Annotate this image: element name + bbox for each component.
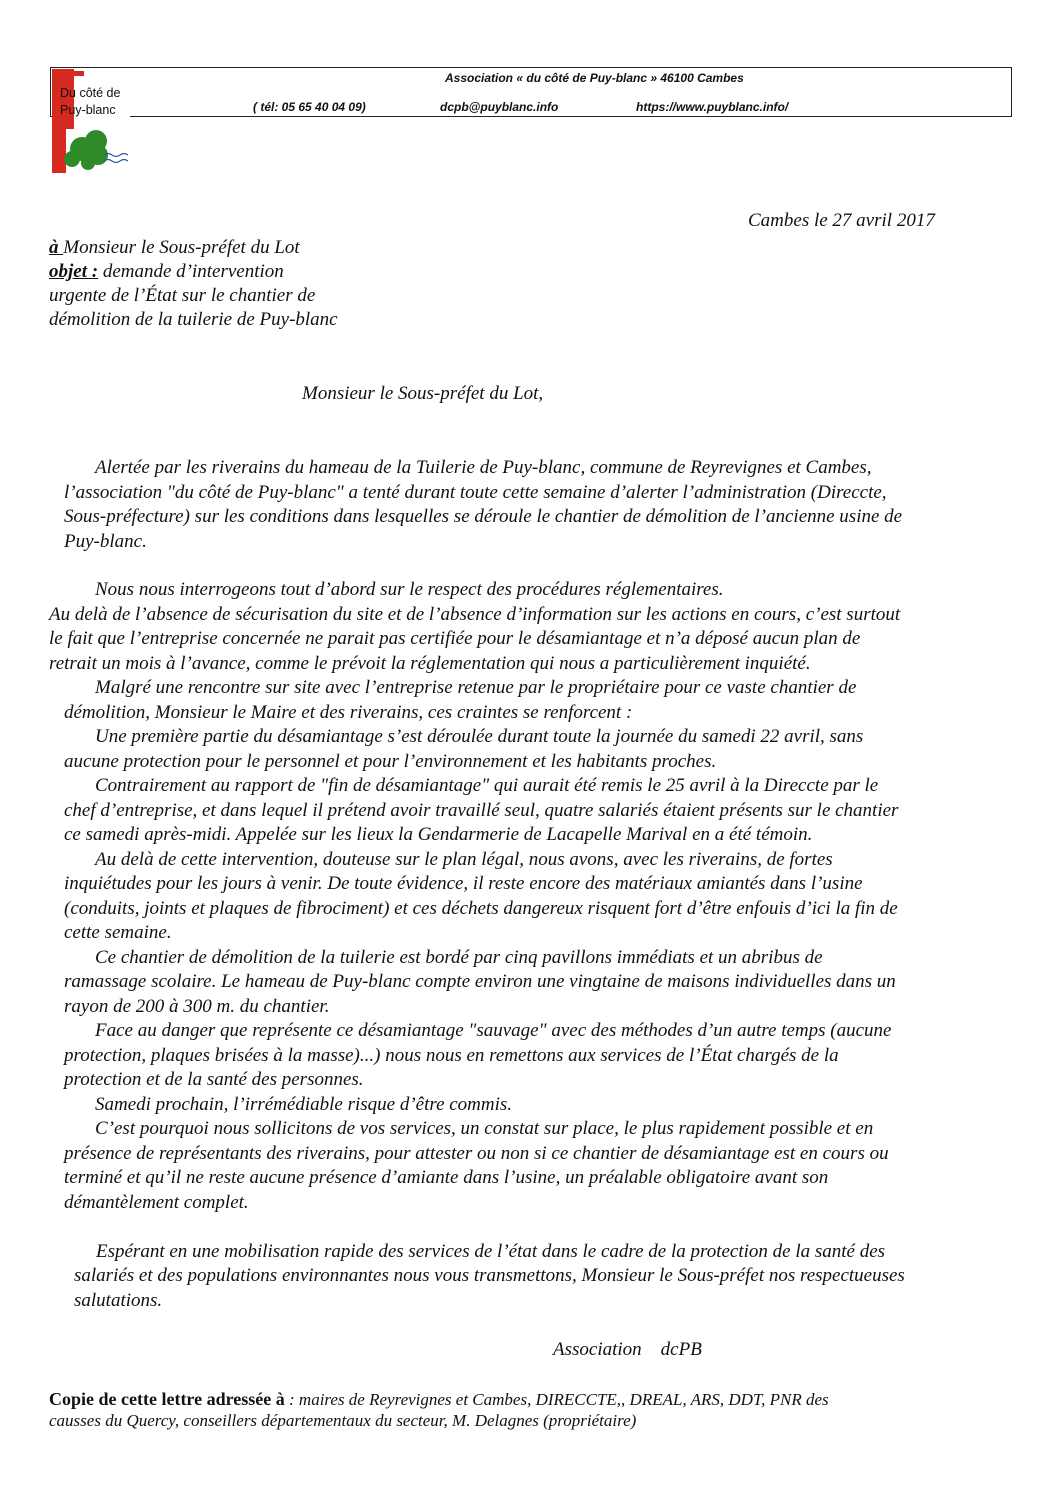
object-line — [49, 260, 284, 284]
paragraph-line: Malgré une rencontre sur site avec l’entreprise retenue par le propriétaire pour ce vaste chantier de — [95, 677, 857, 698]
paragraph-line: rayon de 200 à 300 m. du chantier. — [64, 996, 330, 1017]
salutation: Monsieur le Sous-préfet du Lot, — [302, 383, 544, 404]
paragraph-line: C’est pourquoi nous sollicitons de vos services, un constat sur place, le plus rapidement possible et en — [95, 1118, 874, 1139]
association-logo — [52, 69, 130, 173]
logo-text: Du côté de Puy-blanc — [60, 86, 121, 117]
signature: Association dcPB — [553, 1339, 702, 1360]
paragraph-line: ce samedi après-midi. Appelée sur les lieux la Gendarmerie de Lacapelle Marival en a été témoin. — [64, 824, 813, 845]
paragraph-line: Au delà de l’absence de sécurisation du site et de l’absence d’information sur les actions en cours, c’est surtout — [49, 604, 901, 625]
object-label: objet : — [49, 261, 99, 282]
paragraph-line: retrait un mois à l’avance, comme le prévoit la réglementation qui nous a particulièrement inquiété. — [49, 653, 811, 674]
recipient-prefix: à — [49, 237, 64, 258]
paragraph-line: Contrairement au rapport de "fin de désamiantage" qui aurait été remis le 25 avril à la Direccte par le — [95, 775, 879, 796]
closing-line: Espérant en une mobilisation rapide des services de l’état dans le cadre de la protection de la santé des — [96, 1241, 886, 1262]
paragraph-line: aucune protection pour le personnel et pour l’environnement et les habitants proches. — [64, 751, 717, 772]
paragraph-line: chef d’entreprise, et dans lequel il prétend avoir travaillé seul, quatre salariés étaient présents sur le chantier — [64, 800, 899, 821]
paragraph-line: protection, plaques brisées à la masse)...) nous nous en remettons aux services de l’État chargés de la — [64, 1045, 839, 1066]
paragraph-line: Nous nous interrogeons tout d’abord sur le respect des procédures réglementaires. — [95, 579, 724, 600]
closing-line: salariés et des populations environnantes nous vous transmettons, Monsieur le Sous-préfet nos respectueuses — [74, 1265, 905, 1286]
paragraph-line: Ce chantier de démolition de la tuilerie est bordé par cinq pavillons immédiats et un abribus de — [95, 947, 823, 968]
paragraph-line: démantèlement complet. — [64, 1192, 249, 1213]
paragraph-line: Samedi prochain, l’irrémédiable risque d’être commis. — [95, 1094, 513, 1115]
paragraph-line: protection et de la santé des personnes. — [64, 1069, 364, 1090]
header-phone: ( tél: 05 65 40 04 09) — [253, 100, 366, 114]
paragraph-line: Sous-préfecture) sur les conditions dans lesquelles se déroule le chantier de démolition de l’ancienne usine de — [64, 506, 903, 527]
header-email: dcpb@puyblanc.info — [440, 100, 559, 114]
paragraph-line: inquiétudes pour les jours à venir. De toute évidence, il reste encore des matériaux amiantés dans l’usine — [64, 873, 863, 894]
paragraph-line: l’association "du côté de Puy-blanc" a tenté durant toute cette semaine d’alerter l’administration (Direccte, — [64, 482, 887, 503]
paragraph-line: (conduits, joints et plaques de fibrociment) et ces déchets dangereux risquent fort d’être enfouis d’ici la fin de — [64, 898, 898, 919]
header-website: https://www.puyblanc.info/ — [636, 100, 789, 114]
paragraph-line: cette semaine. — [64, 922, 172, 943]
letter-date: Cambes le 27 avril 2017 — [748, 210, 935, 231]
object-line-3: démolition de la tuilerie de Puy-blanc — [49, 309, 338, 330]
paragraph-line: présence de représentants des riverains, pour attester ou non si ce chantier de désamiantage est en cours ou — [64, 1143, 889, 1164]
paragraph-line: démolition, Monsieur le Maire et des riverains, ces craintes se renforcent : — [64, 702, 633, 723]
recipient-name: Monsieur le Sous-préfet du Lot — [63, 237, 300, 258]
paragraph-line: Une première partie du désamiantage s’est déroulée durant toute la journée du samedi 22 avril, sans — [95, 726, 864, 747]
copy-label: Copie de cette lettre adressée à — [49, 1389, 285, 1409]
recipient-line — [49, 236, 300, 260]
copy-recipients: : maires de Reyrevignes et Cambes, DIRECCTE,, DREAL, ARS, DDT, PNR des — [284, 1390, 829, 1409]
object-text: demande d’intervention — [98, 261, 284, 282]
paragraph-line: ramassage scolaire. Le hameau de Puy-blanc compte environ une vingtaine de maisons individuelles dans un — [64, 971, 896, 992]
paragraph-line: terminé et qu’il ne reste aucune présence d’amiante dans l’usine, un préalable obligatoire avant son — [64, 1167, 829, 1188]
paragraph-line: le fait que l’entreprise concernée ne parait pas certifiée pour le désamiantage et n’a déposé aucun plan de — [49, 628, 861, 649]
closing-line: salutations. — [74, 1290, 163, 1311]
header-association-line: Association « du côté de Puy-blanc » 46100 Cambes — [445, 71, 744, 85]
paragraph-line: Alertée par les riverains du hameau de la Tuilerie de Puy-blanc, commune de Reyrevignes et Cambes, — [95, 457, 872, 478]
paragraph-line: Au delà de cette intervention, douteuse sur le plan légal, nous avons, avec les riverains, de fortes — [95, 849, 833, 870]
paragraph-line: Puy-blanc. — [64, 531, 147, 552]
object-line-2: urgente de l’État sur le chantier de — [49, 285, 316, 306]
paragraph-line: Face au danger que représente ce désamiantage "sauvage" avec des méthodes d’un autre temps (aucune — [95, 1020, 892, 1041]
copy-line-1 — [49, 1388, 829, 1411]
copy-line-2: causses du Quercy, conseillers départementaux du secteur, M. Delagnes (propriétaire) — [49, 1411, 637, 1430]
